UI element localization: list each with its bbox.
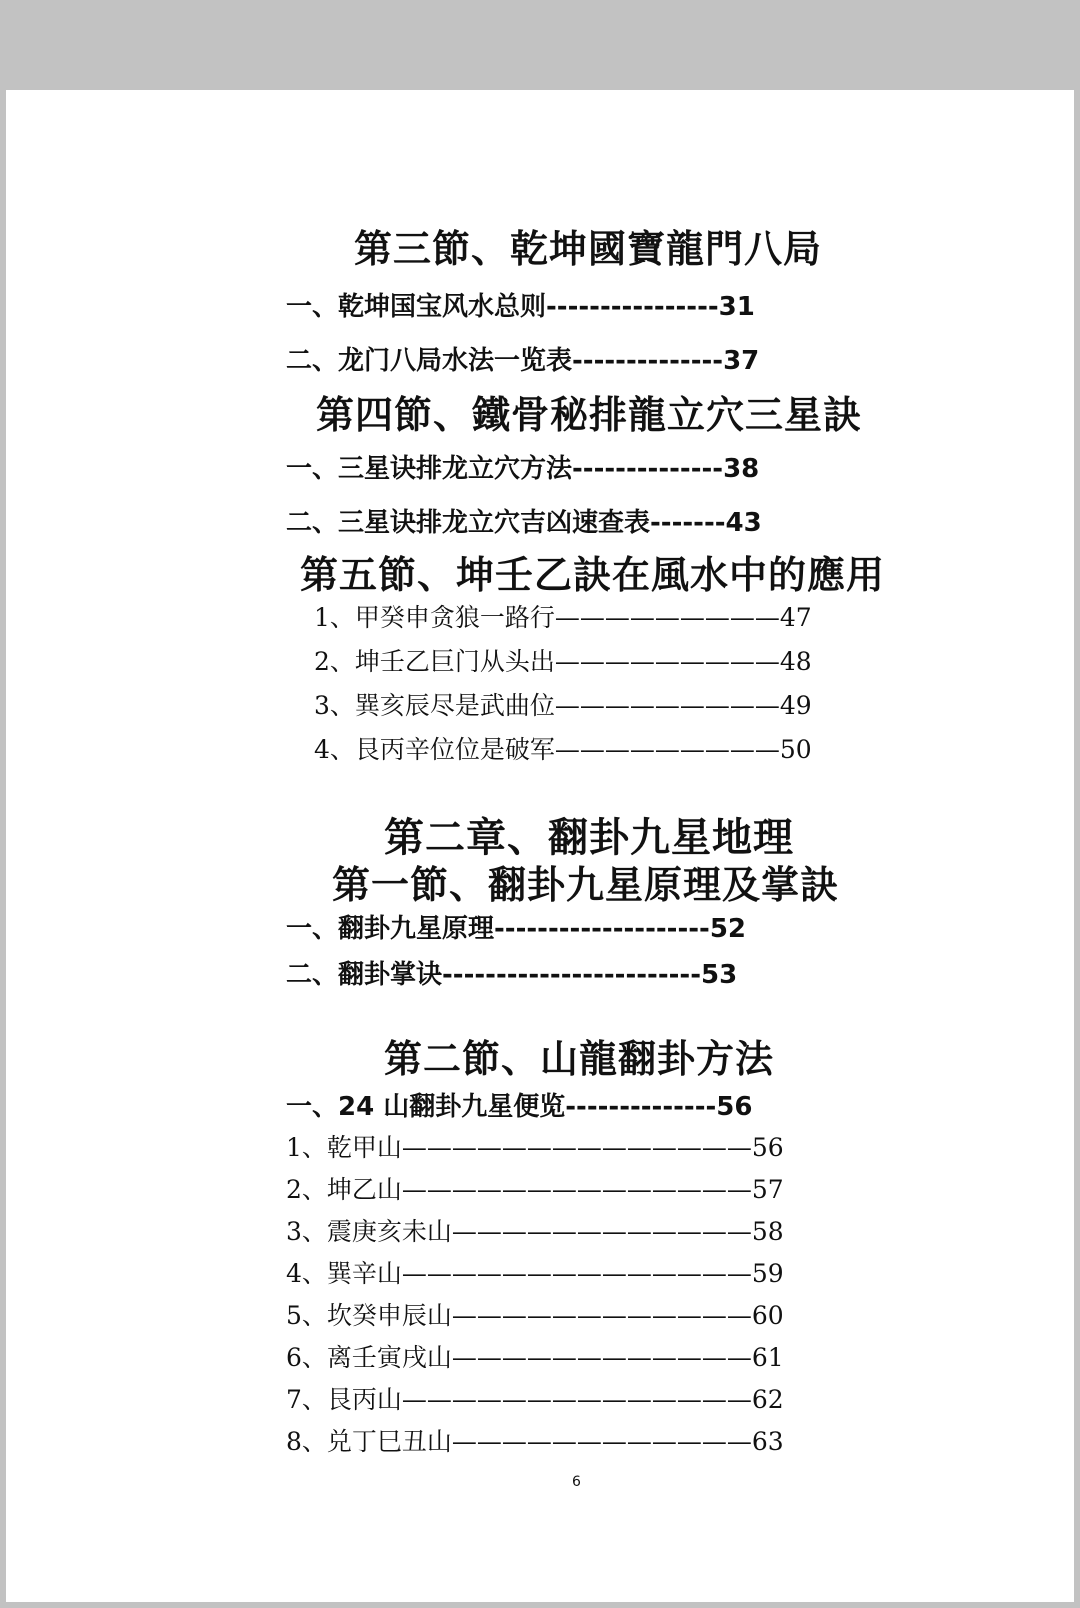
toc-entry: 2、坤壬乙巨门从头出—————————48 (314, 647, 812, 676)
section-4-heading: 第四節、鐵骨秘排龍立穴三星訣 (316, 393, 863, 437)
section-5-heading: 第五節、坤壬乙訣在風水中的應用 (300, 553, 886, 597)
toc-entry: 5、坎癸申辰山————————————60 (286, 1301, 784, 1330)
toc-entry: 一、乾坤国宝风水总则----------------31 (286, 292, 755, 322)
toc-entry: 7、艮丙山——————————————62 (286, 1385, 784, 1414)
chapter-2-heading: 第二章、翻卦九星地理 (384, 815, 794, 861)
page-number: 6 (572, 1474, 581, 1490)
toc-entry: 1、甲癸申贪狼一路行—————————47 (314, 603, 812, 632)
section-3-heading: 第三節、乾坤國寶龍門八局 (354, 227, 823, 271)
toc-entry: 二、龙门八局水法一览表--------------37 (286, 346, 760, 376)
toc-entry: 2、坤乙山——————————————57 (286, 1175, 784, 1204)
toc-entry: 一、翻卦九星原理--------------------52 (286, 914, 747, 944)
toc-entry: 1、乾甲山——————————————56 (286, 1133, 784, 1162)
toc-entry: 一、三星诀排龙立穴方法--------------38 (286, 454, 760, 484)
toc-entry: 6、离壬寅戌山————————————61 (286, 1343, 784, 1372)
toc-entry: 二、翻卦掌诀------------------------53 (286, 960, 738, 990)
toc-entry: 4、巽辛山——————————————59 (286, 1259, 784, 1288)
toc-entry: 二、三星诀排龙立穴吉凶速查表-------43 (286, 508, 762, 538)
toc-entry: 一、24 山翻卦九星便览--------------56 (286, 1092, 753, 1122)
chapter-2-section-1-heading: 第一節、翻卦九星原理及掌訣 (332, 863, 840, 907)
toc-entry: 8、兑丁巳丑山————————————63 (286, 1427, 784, 1456)
toc-entry: 3、震庚亥未山————————————58 (286, 1217, 784, 1246)
toc-entry: 3、巽亥辰尽是武曲位—————————49 (314, 691, 812, 720)
toc-entry: 4、艮丙辛位位是破军—————————50 (314, 735, 812, 764)
document-page (6, 90, 1074, 1602)
chapter-2-section-2-heading: 第二節、山龍翻卦方法 (384, 1037, 775, 1081)
